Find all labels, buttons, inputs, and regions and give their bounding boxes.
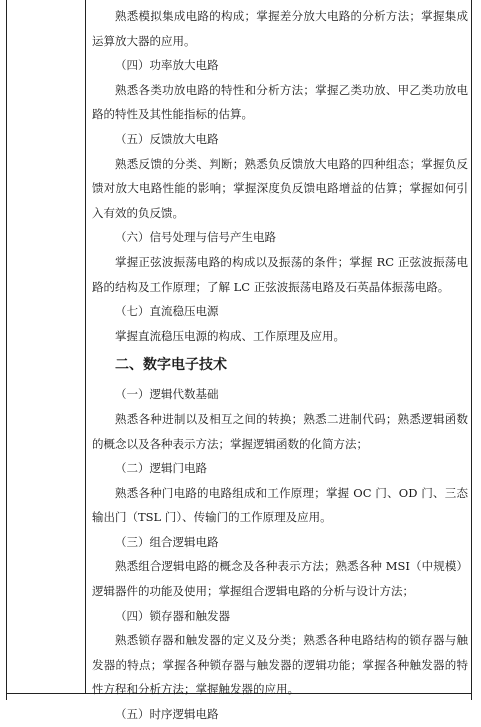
syllabus-content-cell (92, 4, 468, 727)
subsection-title: （五）时序逻辑电路 (115, 707, 219, 722)
subsection-title: （六）信号处理与信号产生电路 (115, 230, 276, 245)
subsection-title: （四）锁存器和触发器 (115, 608, 230, 623)
subsection-title: （三）组合逻辑电路 (115, 534, 219, 549)
paragraph: 熟悉各类功放电路的特性和分析方法；掌握乙类功放、甲乙类功放电路的特性及其性能指标的估算。 (92, 82, 468, 122)
subsection-title: （七）直流稳压电源 (115, 304, 219, 319)
paragraph: 熟悉模拟集成电路的构成；掌握差分放大电路的分析方法；掌握集成运算放大器的应用。 (92, 9, 468, 48)
paragraph: 熟悉各种门电路的电路组成和工作原理；掌握 OC 门、OD 门、三态输出门（TSL 门）、传输门的工作原理及应用。 (92, 485, 468, 525)
subsection-title: （一）逻辑代数基础 (115, 387, 219, 402)
subsection-title: （五）反馈放大电路 (115, 131, 219, 146)
section-heading: 二、数字电子技术 (115, 357, 227, 374)
paragraph: 掌握正弦波振荡电路的构成以及振荡的条件；掌握 RC 正弦波振荡电路的结构及工作原理；了解 LC 正弦波振荡电路及石英晶体振荡电路。 (92, 254, 468, 294)
paragraph: 熟悉锁存器和触发器的定义及分类；熟悉各种电路结构的锁存器与触发器的特点；掌握各种锁存器与触发器的逻辑功能；掌握各种触发器的特性方程和分析方法；掌握触发器的应用。 (92, 633, 468, 697)
paragraph: 熟悉各种进制以及相互之间的转换；熟悉二进制代码；熟悉逻辑函数的概念以及各种表示方法；掌握逻辑函数的化简方法； (92, 411, 468, 451)
paragraph: 熟悉组合逻辑电路的概念及各种表示方法；熟悉各种 MSI（中规模）逻辑器件的功能及使用；掌握组合逻辑电路的分析与设计方法； (92, 559, 468, 599)
subsection-title: （二）逻辑门电路 (115, 461, 207, 476)
column-divider (85, 0, 86, 693)
paragraph: 熟悉反馈的分类、判断；熟悉负反馈放大电路的四种组态；掌握负反馈对放大电路性能的影响；掌握深度负反馈电路增益的估算；掌握如何引入有效的负反馈。 (92, 156, 468, 220)
paragraph: 掌握直流稳压电源的构成、工作原理及应用。 (115, 328, 345, 343)
subsection-title: （四）功率放大电路 (115, 58, 219, 73)
